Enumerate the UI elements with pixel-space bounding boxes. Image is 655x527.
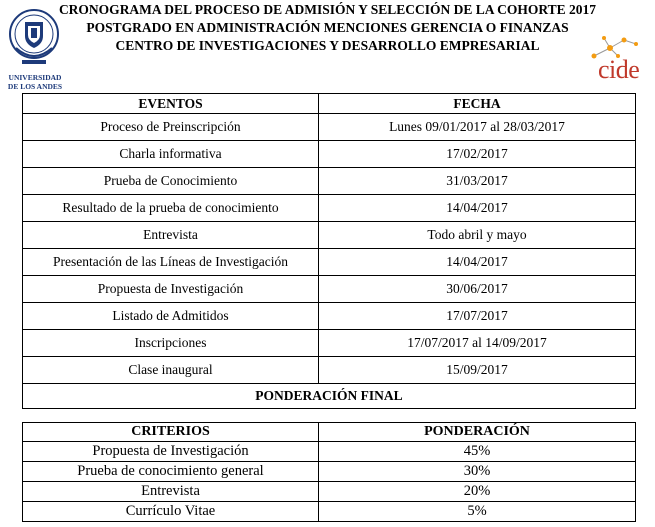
university-logo <box>4 8 64 92</box>
university-name-line1: UNIVERSIDAD <box>8 73 62 82</box>
event-date: 15/09/2017 <box>319 357 636 384</box>
table-row <box>23 357 636 384</box>
events-column-header: EVENTOS <box>23 94 319 114</box>
criterion-name: Prueba de conocimiento general <box>23 462 319 482</box>
event-date: 17/07/2017 <box>319 303 636 330</box>
event-date: 14/04/2017 <box>319 195 636 222</box>
table-row <box>23 502 636 522</box>
criterion-weight: 30% <box>319 462 636 482</box>
criterion-name: Propuesta de Investigación <box>23 442 319 462</box>
document-title: CRONOGRAMA DEL PROCESO DE ADMISIÓN Y SELECCIÓN DE LA COHORTE 2017 <box>58 2 597 17</box>
event-name: Propuesta de Investigación <box>23 276 319 303</box>
table-row <box>23 222 636 249</box>
criterion-name: Entrevista <box>23 482 319 502</box>
cide-wordmark: cide <box>598 55 640 84</box>
criteria-column-header: CRITERIOS <box>23 423 319 442</box>
criterion-weight: 20% <box>319 482 636 502</box>
event-date: 17/07/2017 al 14/09/2017 <box>319 330 636 357</box>
event-name: Resultado de la prueba de conocimiento <box>23 195 319 222</box>
table-row <box>23 195 636 222</box>
criteria-table <box>22 422 636 522</box>
program-subtitle: POSTGRADO EN ADMINISTRACIÓN MENCIONES GERENCIA O FINANZAS <box>86 20 569 35</box>
criterion-weight: 5% <box>319 502 636 522</box>
table-row <box>23 168 636 195</box>
table-row <box>23 114 636 141</box>
event-name: Listado de Admitidos <box>23 303 319 330</box>
table-header-row <box>23 423 636 442</box>
table-row <box>23 442 636 462</box>
university-name-line2: DE LOS ANDES <box>7 82 63 91</box>
event-name: Presentación de las Líneas de Investigación <box>23 249 319 276</box>
table-row <box>23 276 636 303</box>
cide-logo <box>584 34 650 86</box>
table-row <box>23 303 636 330</box>
events-schedule-table <box>22 93 636 409</box>
table-row <box>23 462 636 482</box>
university-seal-icon <box>8 8 60 70</box>
criterion-name: Currículo Vitae <box>23 502 319 522</box>
event-date: 17/02/2017 <box>319 141 636 168</box>
table-row <box>23 249 636 276</box>
section-title-row <box>23 384 636 409</box>
date-column-header: FECHA <box>319 94 636 114</box>
event-date: 30/06/2017 <box>319 276 636 303</box>
event-date: 31/03/2017 <box>319 168 636 195</box>
criterion-weight: 45% <box>319 442 636 462</box>
event-date: 14/04/2017 <box>319 249 636 276</box>
weight-column-header: PONDERACIÓN <box>319 423 636 442</box>
table-header-row <box>23 94 636 114</box>
table-row <box>23 141 636 168</box>
event-name: Clase inaugural <box>23 357 319 384</box>
event-date: Todo abril y mayo <box>319 222 636 249</box>
event-name: Inscripciones <box>23 330 319 357</box>
table-row <box>23 482 636 502</box>
event-name: Entrevista <box>23 222 319 249</box>
event-name: Proceso de Preinscripción <box>23 114 319 141</box>
event-name: Charla informativa <box>23 141 319 168</box>
section-title: PONDERACIÓN FINAL <box>23 384 636 409</box>
center-subtitle: CENTRO DE INVESTIGACIONES Y DESARROLLO EMPRESARIAL <box>115 38 540 53</box>
event-name: Prueba de Conocimiento <box>23 168 319 195</box>
event-date: Lunes 09/01/2017 al 28/03/2017 <box>319 114 636 141</box>
table-row <box>23 330 636 357</box>
